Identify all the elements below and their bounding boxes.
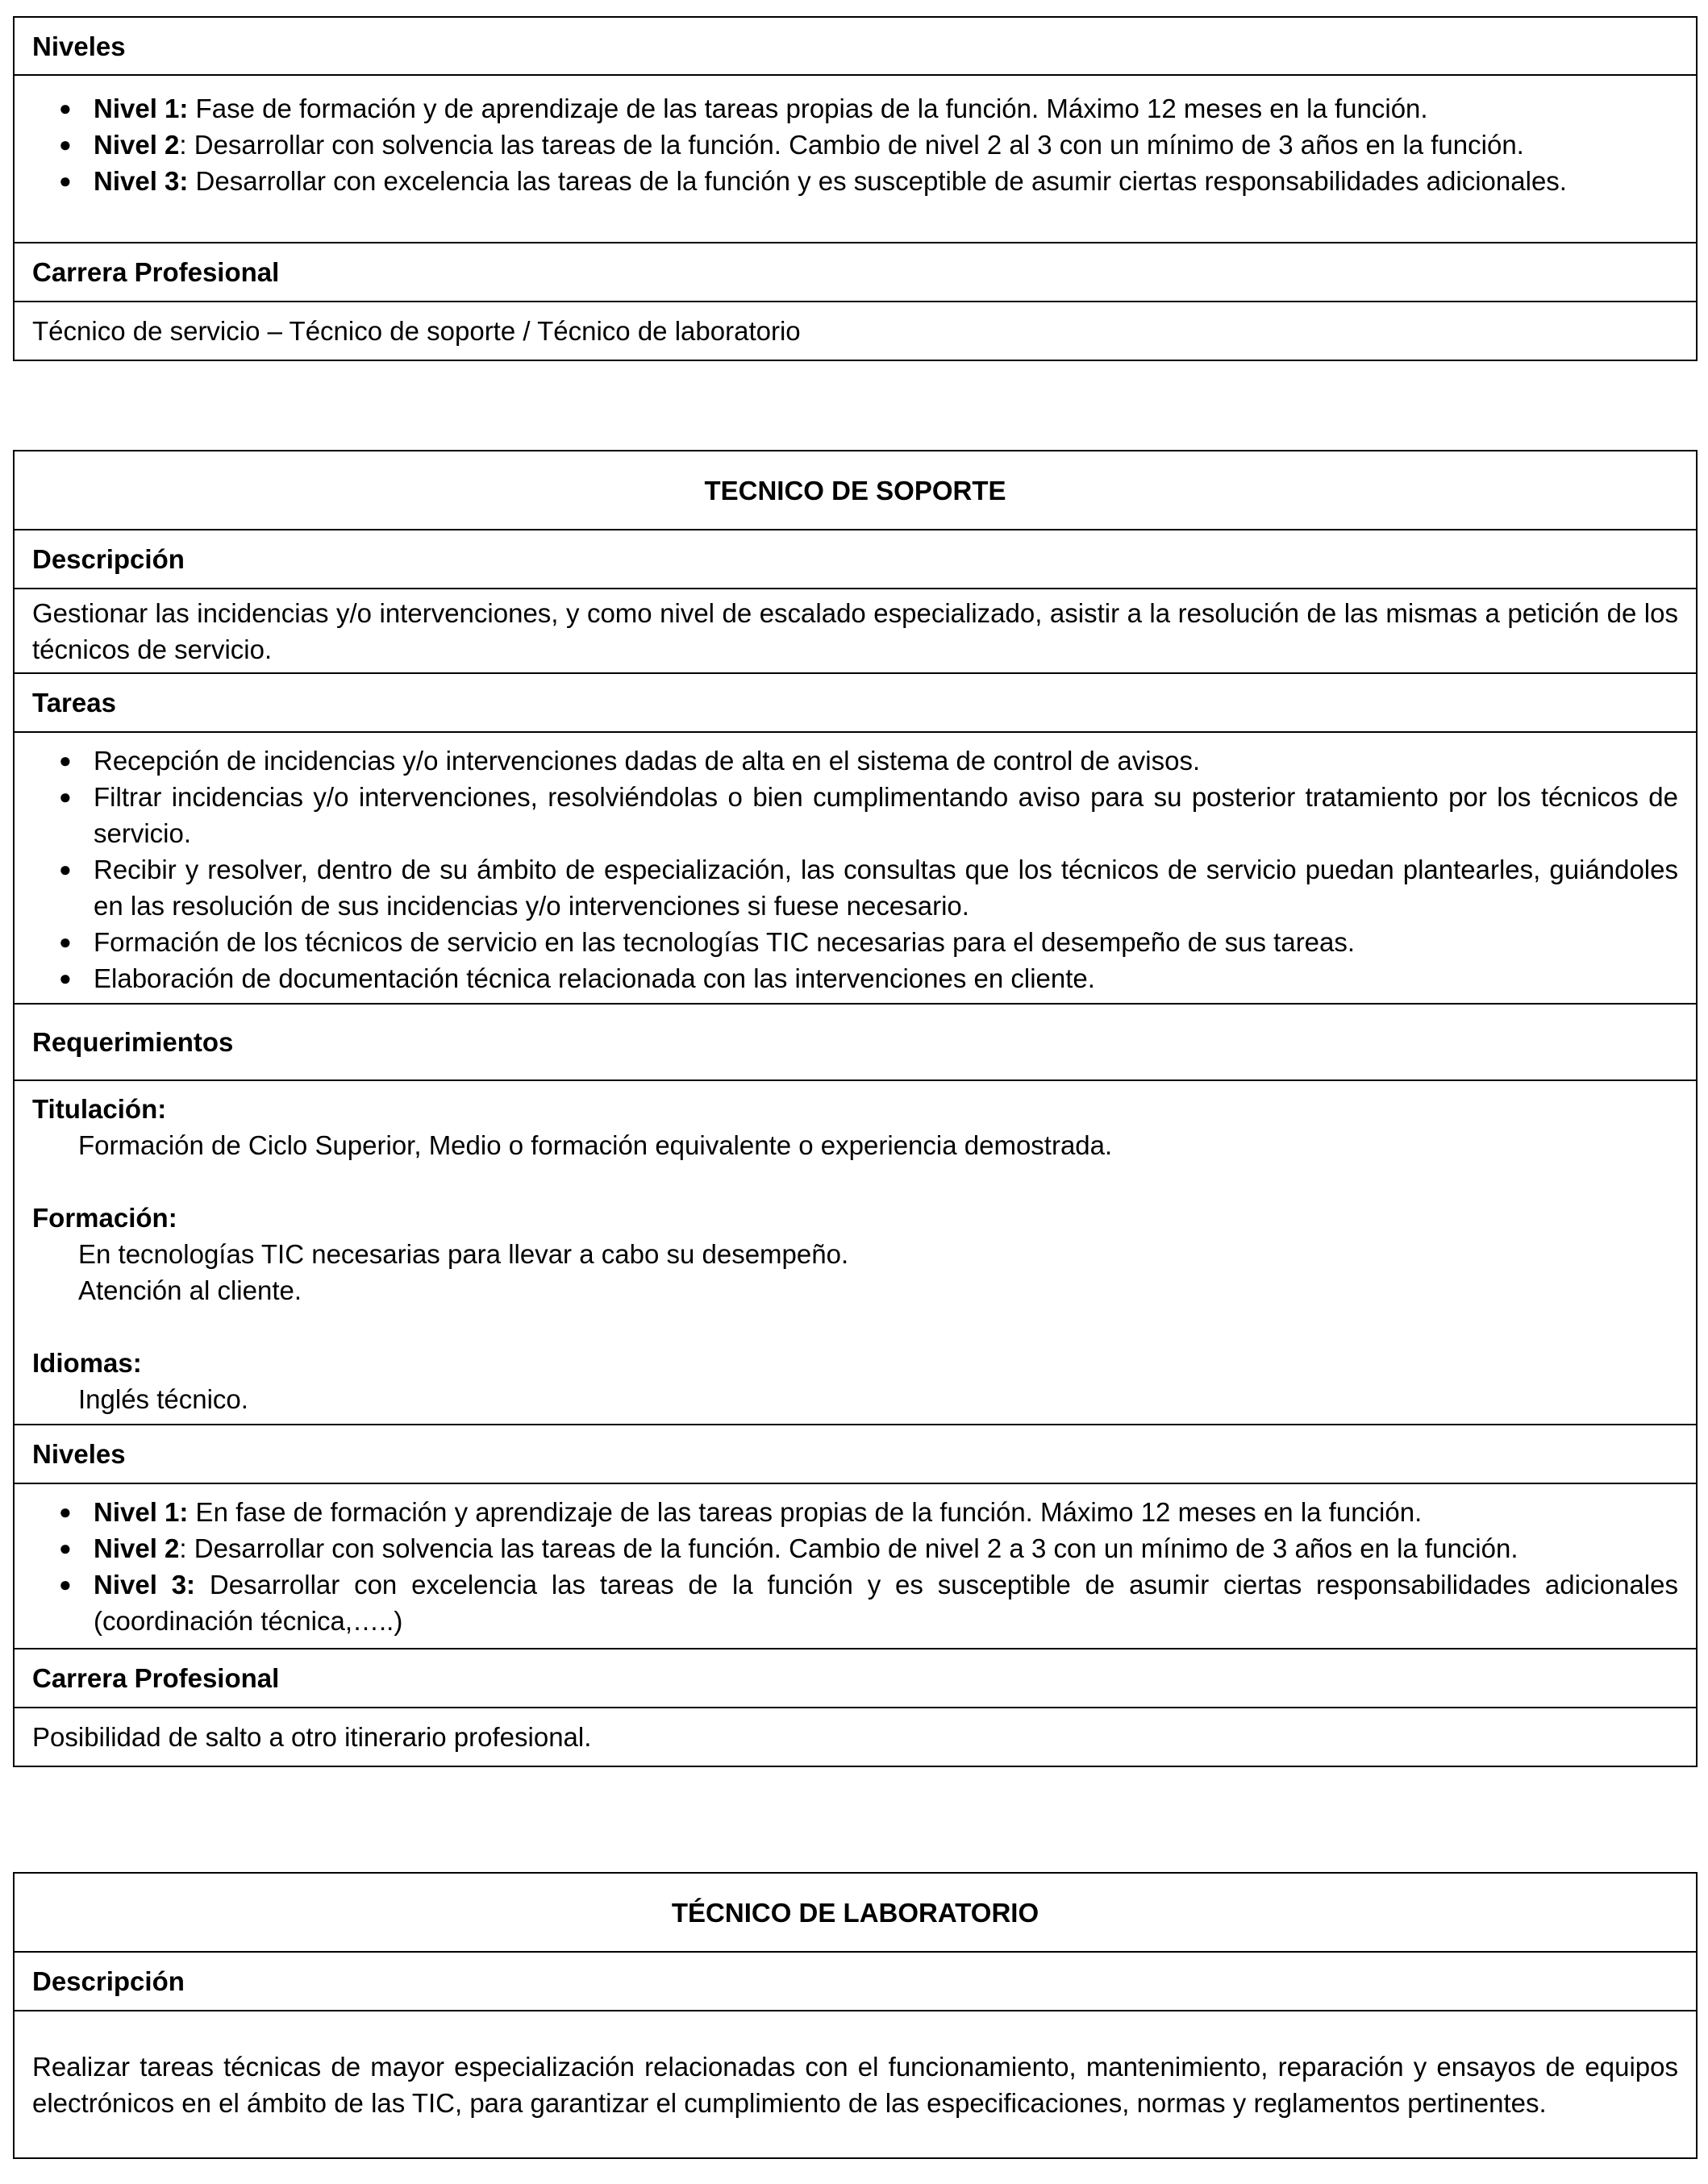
list-item: ● Filtrar incidencias y/o intervenciones, resolviéndolas o bien cumplimentando aviso para su posterior tratamiento por los técnicos de servicio. — [94, 779, 1678, 851]
list-item: ● Nivel 1: Fase de formación y de aprendizaje de las tareas propias de la función. Máximo 12 meses en la función. — [94, 90, 1678, 127]
list-item: ● Recepción de incidencias y/o intervenciones dadas de alta en el sistema de control de avisos. — [94, 743, 1678, 779]
requerimientos-header-row — [15, 1003, 1696, 1080]
niveles-list — [32, 90, 1678, 199]
idiomas-label: Idiomas: — [32, 1348, 142, 1378]
carrera-text-row — [15, 1707, 1696, 1766]
list-item: ● Nivel 3: Desarrollar con excelencia las tareas de la función y es susceptible de asumir ciertas responsabilidades adicionales. — [94, 163, 1678, 199]
descripcion-text-row — [15, 2010, 1696, 2157]
title-row — [15, 1874, 1696, 1951]
descripcion-header: Descripción — [32, 1966, 185, 1996]
list-item: ● Nivel 2: Desarrollar con solvencia las tareas de la función. Cambio de nivel 2 a 3 con un mínimo de 3 años en la función. — [94, 1530, 1678, 1566]
niveles-header-row — [15, 18, 1696, 74]
carrera-text-row — [15, 301, 1696, 360]
table-block-soporte — [13, 450, 1698, 1767]
tareas-list-row — [15, 731, 1696, 1003]
niveles-header-row — [15, 1424, 1696, 1483]
titulacion-label: Titulación: — [32, 1094, 167, 1124]
descripcion-header-row — [15, 1951, 1696, 2010]
niveles-header: Niveles — [32, 31, 126, 61]
table-block-1 — [13, 16, 1698, 361]
carrera-header-row — [15, 242, 1696, 301]
formacion-line-2: Atención al cliente. — [78, 1275, 302, 1305]
carrera-header: Carrera Profesional — [32, 257, 280, 287]
tareas-header-row — [15, 672, 1696, 731]
section-title: TÉCNICO DE LABORATORIO — [671, 1897, 1039, 1928]
descripcion-text-row — [15, 588, 1696, 672]
list-item: ● Elaboración de documentación técnica relacionada con las intervenciones en cliente. — [94, 960, 1678, 996]
carrera-header-row — [15, 1648, 1696, 1707]
niveles-list — [32, 1494, 1678, 1639]
section-title: TECNICO DE SOPORTE — [704, 475, 1006, 505]
idiomas-text: Inglés técnico. — [78, 1384, 248, 1414]
formacion-label: Formación: — [32, 1203, 177, 1233]
titulacion-text: Formación de Ciclo Superior, Medio o formación equivalente o experiencia demostrada. — [78, 1130, 1113, 1160]
niveles-list-row — [15, 74, 1696, 242]
descripcion-header-row — [15, 529, 1696, 588]
tareas-header: Tareas — [32, 688, 116, 718]
descripcion-text: Realizar tareas técnicas de mayor especialización relacionadas con el funcionamiento, mantenimiento, reparación y ensayos de equipos electrónicos en el ámbito de las TIC, para garantizar el cumplimiento de las especificaciones, normas y reglamentos pertinentes. — [32, 2051, 1678, 2118]
descripcion-text: Gestionar las incidencias y/o intervenciones, y como nivel de escalado especializado, asistir a la resolución de las mismas a petición de los técnicos de servicio. — [32, 597, 1678, 664]
table-block-laboratorio — [13, 1872, 1698, 2159]
title-row — [15, 451, 1696, 529]
list-item: ● Recibir y resolver, dentro de su ámbito de especialización, las consultas que los técnicos de servicio puedan plantearles, guiándoles en las resolución de sus incidencias y/o intervenciones si fuese necesario. — [94, 851, 1678, 924]
list-item: ● Nivel 3: Desarrollar con excelencia las tareas de la función y es susceptible de asumir ciertas responsabilidades adicionales (coordinación técnica,…..) — [94, 1566, 1678, 1639]
list-item: ● Nivel 1: En fase de formación y aprendizaje de las tareas propias de la función. Máximo 12 meses en la función. — [94, 1494, 1678, 1530]
tareas-list — [32, 743, 1678, 996]
carrera-text: Técnico de servicio – Técnico de soporte / Técnico de laboratorio — [32, 316, 801, 346]
descripcion-header: Descripción — [32, 544, 185, 574]
carrera-text: Posibilidad de salto a otro itinerario profesional. — [32, 1722, 592, 1752]
carrera-header: Carrera Profesional — [32, 1663, 280, 1693]
list-item: ● Formación de los técnicos de servicio en las tecnologías TIC necesarias para el desempeño de sus tareas. — [94, 924, 1678, 960]
requerimientos-body-row — [15, 1080, 1696, 1424]
niveles-header: Niveles — [32, 1439, 126, 1469]
requerimientos-header: Requerimientos — [32, 1027, 234, 1057]
niveles-list-row — [15, 1483, 1696, 1648]
list-item: ● Nivel 2: Desarrollar con solvencia las tareas de la función. Cambio de nivel 2 al 3 con un mínimo de 3 años en la función. — [94, 127, 1678, 163]
formacion-line-1: En tecnologías TIC necesarias para llevar a cabo su desempeño. — [78, 1239, 849, 1269]
